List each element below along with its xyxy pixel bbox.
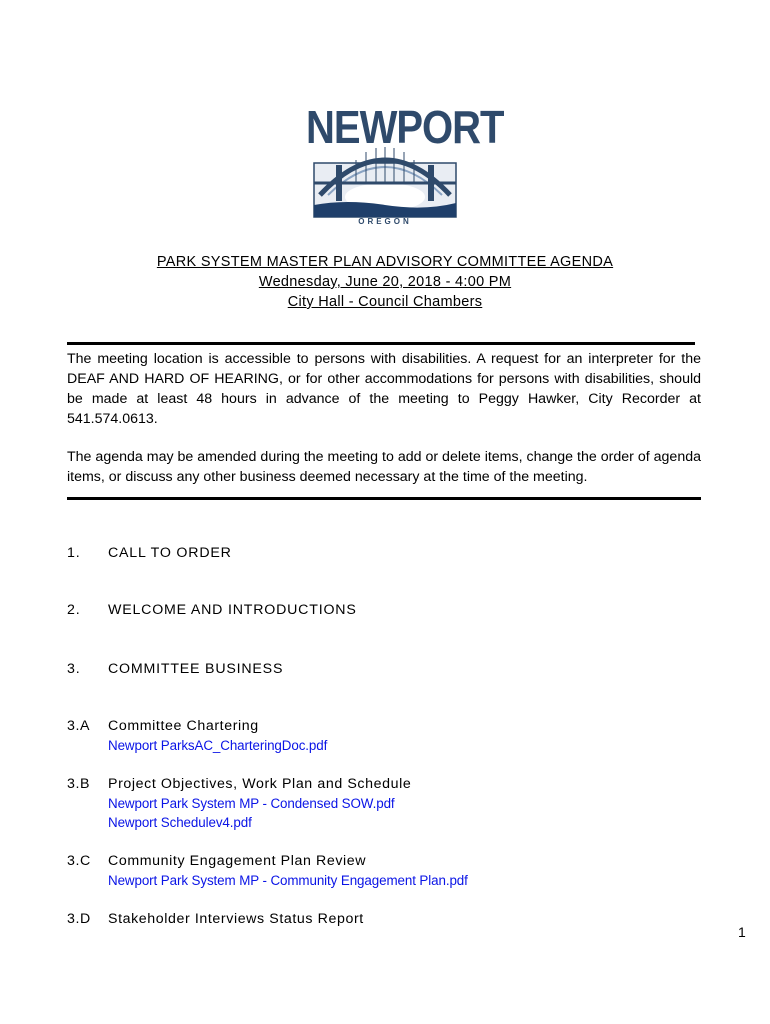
agenda-item-number: 3. bbox=[67, 661, 81, 677]
link-condensed-sow[interactable]: Newport Park System MP - Condensed SOW.pdf bbox=[108, 796, 395, 811]
agenda-item-welcome bbox=[67, 600, 357, 620]
accessibility-notice: The meeting location is accessible to persons with disabilities. A request for an interpreter for the DEAF AND HARD OF HEARING, or for other accommodations for persons with disabilities, should be made at least 48 hours in advance of the meeting to Peggy Hawker, City Recorder at 541.574.0613. bbox=[67, 351, 701, 427]
subitem-label: Committee Chartering bbox=[108, 718, 259, 734]
agenda-item-label: WELCOME AND INTRODUCTIONS bbox=[108, 602, 357, 618]
amendment-notice: The agenda may be amended during the meeting to add or delete items, change the order of agenda items, or discuss any other business deemed necessary at the time of the meeting. bbox=[67, 449, 701, 485]
meeting-location: City Hall - Council Chambers bbox=[287, 294, 483, 310]
link-schedule[interactable]: Newport Schedulev4.pdf bbox=[108, 815, 252, 830]
agenda-item-label: CALL TO ORDER bbox=[108, 545, 232, 561]
agenda-title: PARK SYSTEM MASTER PLAN ADVISORY COMMITTEE AGENDA bbox=[156, 254, 614, 270]
logo-wordmark: NEWPORT bbox=[306, 102, 504, 154]
subitem-label: Stakeholder Interviews Status Report bbox=[108, 911, 364, 927]
subitem-label: Community Engagement Plan Review bbox=[108, 853, 367, 869]
subitem-committee-chartering bbox=[67, 716, 259, 736]
agenda-item-number: 1. bbox=[67, 545, 81, 561]
subitem-project-objectives bbox=[67, 774, 411, 794]
agenda-item-committee-business bbox=[67, 659, 283, 679]
agenda-header bbox=[0, 252, 770, 312]
divider-bottom bbox=[67, 497, 701, 500]
logo-subtitle: OREGON bbox=[358, 217, 412, 226]
agenda-item-number: 2. bbox=[67, 602, 81, 618]
subitem-number: 3.B bbox=[67, 776, 91, 792]
newport-logo bbox=[306, 102, 504, 230]
link-community-engagement-plan[interactable]: Newport Park System MP - Community Engagement Plan.pdf bbox=[108, 873, 468, 888]
agenda-item-label: COMMITTEE BUSINESS bbox=[108, 661, 284, 677]
subitem-number: 3.C bbox=[67, 853, 91, 869]
subitem-stakeholder-interviews bbox=[67, 909, 364, 929]
page-number: 1 bbox=[738, 924, 746, 940]
divider-top bbox=[67, 342, 695, 345]
subitem-number: 3.D bbox=[67, 911, 91, 927]
subitem-community-engagement bbox=[67, 851, 366, 871]
agenda-item-call-to-order bbox=[67, 543, 232, 563]
link-chartering-doc[interactable]: Newport ParksAC_CharteringDoc.pdf bbox=[108, 738, 328, 753]
meeting-datetime: Wednesday, June 20, 2018 - 4:00 PM bbox=[258, 274, 512, 290]
subitem-number: 3.A bbox=[67, 718, 91, 734]
subitem-label: Project Objectives, Work Plan and Schedule bbox=[108, 776, 412, 792]
